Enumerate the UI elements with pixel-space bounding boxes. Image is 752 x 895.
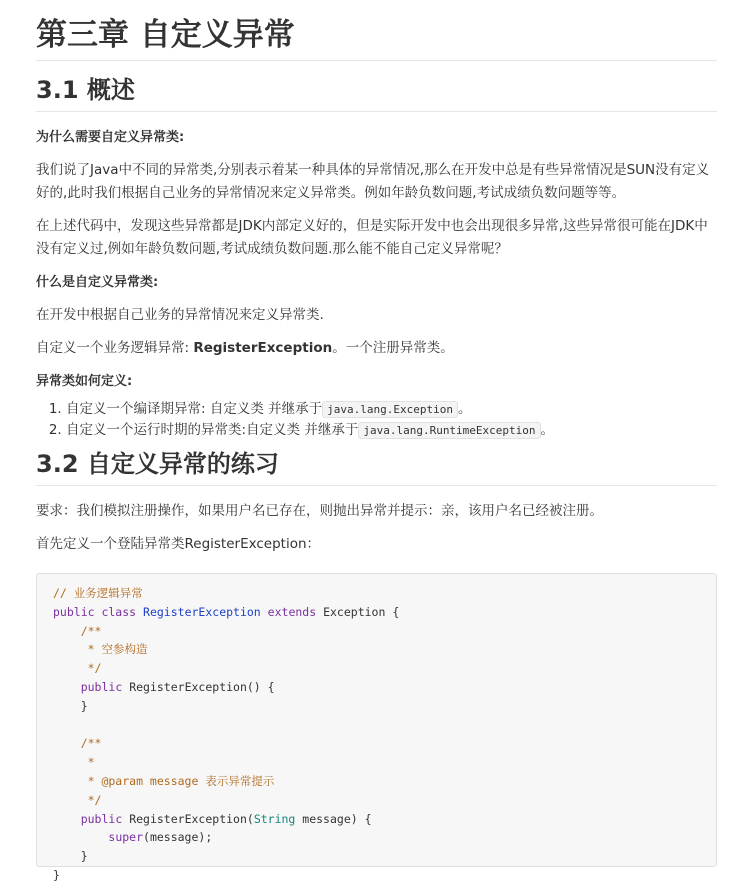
document bbox=[36, 0, 717, 882]
question-why: 为什么需要自定义异常类: bbox=[36, 130, 185, 145]
chapter-title: 第三章 自定义异常 bbox=[36, 0, 717, 61]
paragraph: 自定义一个业务逻辑异常: RegisterException。一个注册异常类。 bbox=[36, 340, 454, 356]
question-what: 什么是自定义异常类: bbox=[36, 275, 159, 290]
paragraph: 首先定义一个登陆异常类RegisterException： bbox=[36, 536, 321, 552]
section-heading-overview: 3.1 概述 bbox=[36, 73, 717, 112]
question-how: 异常类如何定义: bbox=[36, 374, 133, 389]
code-block: // 业务逻辑异常 public class RegisterException extends Exception { /** * 空参构造 */ public RegisterException() { } /** * * @param message 表示异常提示 */ public RegisterException(String message) { super(message); } } bbox=[36, 573, 717, 867]
definition-list bbox=[36, 399, 717, 441]
list-item: 1. 自定义一个编译期异常: 自定义类 并继承于 java.lang.Exception 。 bbox=[66, 399, 717, 420]
paragraph: 在上述代码中，发现这些异常都是JDK内部定义好的，但是实际开发中也会出现很多异常,这些异常很可能在JDK中没有定义过,例如年龄负数问题,考试成绩负数问题.那么能不能自己定义异常呢？ bbox=[36, 218, 708, 257]
section-heading-practice: 3.2 自定义异常的练习 bbox=[36, 447, 717, 486]
inline-code: java.lang.Exception bbox=[322, 401, 458, 418]
paragraph: 要求：我们模拟注册操作，如果用户名已存在，则抛出异常并提示：亲，该用户名已经被注册。 bbox=[36, 503, 603, 519]
inline-code: java.lang.RuntimeException bbox=[358, 422, 540, 439]
list-item: 2. 自定义一个运行时期的异常类:自定义类 并继承于 java.lang.RuntimeException 。 bbox=[66, 420, 717, 441]
paragraph: 我们说了Java中不同的异常类,分别表示着某一种具体的异常情况,那么在开发中总是有些异常情况是SUN没有定义好的,此时我们根据自己业务的异常情况来定义异常类。例如年龄负数问题,考试成绩负数问题等等。 bbox=[36, 162, 710, 201]
paragraph: 在开发中根据自己业务的异常情况来定义异常类. bbox=[36, 307, 324, 323]
